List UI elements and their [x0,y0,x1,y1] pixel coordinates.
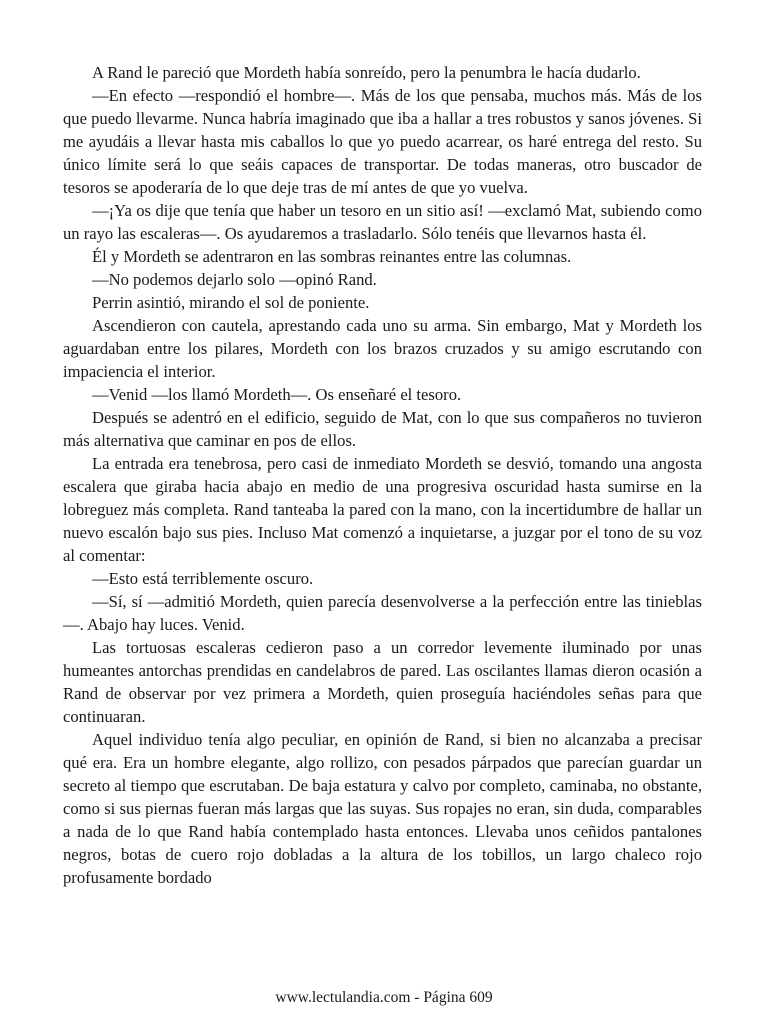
paragraph-12: —Sí, sí —admitió Mordeth, quien parecía desenvolverse a la perfección entre las tinieblas—. Abajo hay luces. Venid. [63,592,702,634]
paragraph-10: La entrada era tenebrosa, pero casi de inmediato Mordeth se desvió, tomando una angosta escalera que giraba hacia abajo en medio de una progresiva oscuridad hasta sumirse en la lobreguez más completa. Rand tanteaba la pared con la mano, con la incertidumbre de hallar un nuevo escalón bajo sus pies. Incluso Mat comenzó a inquietarse, a juzgar por el tono de su voz al comentar: [63,454,702,565]
paragraph-14: Aquel individuo tenía algo peculiar, en opinión de Rand, si bien no alcanzaba a precisar qué era. Era un hombre elegante, algo rollizo, con pesados párpados que parecían guardar un secreto al tiempo que escrutaban. De baja estatura y calvo por completo, caminaba, no obstante, como si sus piernas fueran más largas que las suyas. Sus ropajes no eran, sin duda, comparables a nada de lo que Rand había contemplado hasta entonces. Llevaba unos ceñidos pantalones negros, botas de cuero rojo dobladas a la altura de los tobillos, un largo chaleco rojo profusamente bordado [63,730,702,887]
paragraph-8: —Venid —los llamó Mordeth—. Os enseñaré el tesoro. [92,385,462,404]
paragraph-5: —No podemos dejarlo solo —opinó Rand. [92,270,377,289]
paragraph-3: —¡Ya os dije que tenía que haber un tesoro en un sitio así! —exclamó Mat, subiendo como un rayo las escaleras—. Os ayudaremos a trasladarlo. Sólo tenéis que llevarnos hasta él. [63,201,702,243]
paragraph-4: Él y Mordeth se adentraron en las sombras reinantes entre las columnas. [92,247,572,266]
footer-page-number: Página 609 [423,989,493,1006]
paragraph-9: Después se adentró en el edificio, seguido de Mat, con lo que sus compañeros no tuvieron más alternativa que caminar en pos de ellos. [63,408,702,450]
footer-separator: - [410,989,424,1006]
paragraph-2: —En efecto —respondió el hombre—. Más de los que pensaba, muchos más. Más de los que puedo llevarme. Nunca habría imaginado que iba a hallar a tres robustos y sanos jóvenes. Si me ayudáis a llevar hasta mis caballos lo que yo puedo acarrear, os haré entrega del resto. Su único límite será lo que seáis capaces de transportar. De todas maneras, otro buscador de tesoros se apoderaría de lo que deje tras de mí antes de que yo vuelva. [63,86,702,197]
paragraph-13: Las tortuosas escaleras cedieron paso a un corredor levemente iluminado por unas humeantes antorchas prendidas en candelabros de pared. Las oscilantes llamas dieron ocasión a Rand de observar por vez primera a Mordeth, quien proseguía haciéndoles señas para que continuaran. [63,638,702,726]
paragraph-6: Perrin asintió, mirando el sol de poniente. [92,293,370,312]
footer-site-link[interactable]: www.lectulandia.com [275,989,411,1006]
page-body [63,61,702,889]
paragraph-7: Ascendieron con cautela, aprestando cada uno su arma. Sin embargo, Mat y Mordeth los aguardaban entre los pilares, Mordeth con los brazos cruzados y su amigo escrutando con impaciencia el interior. [63,316,702,381]
paragraph-1: A Rand le pareció que Mordeth había sonreído, pero la penumbra le hacía dudarlo. [92,63,641,82]
paragraph-11: —Esto está terriblemente oscuro. [92,569,314,588]
page-footer [0,988,768,1008]
